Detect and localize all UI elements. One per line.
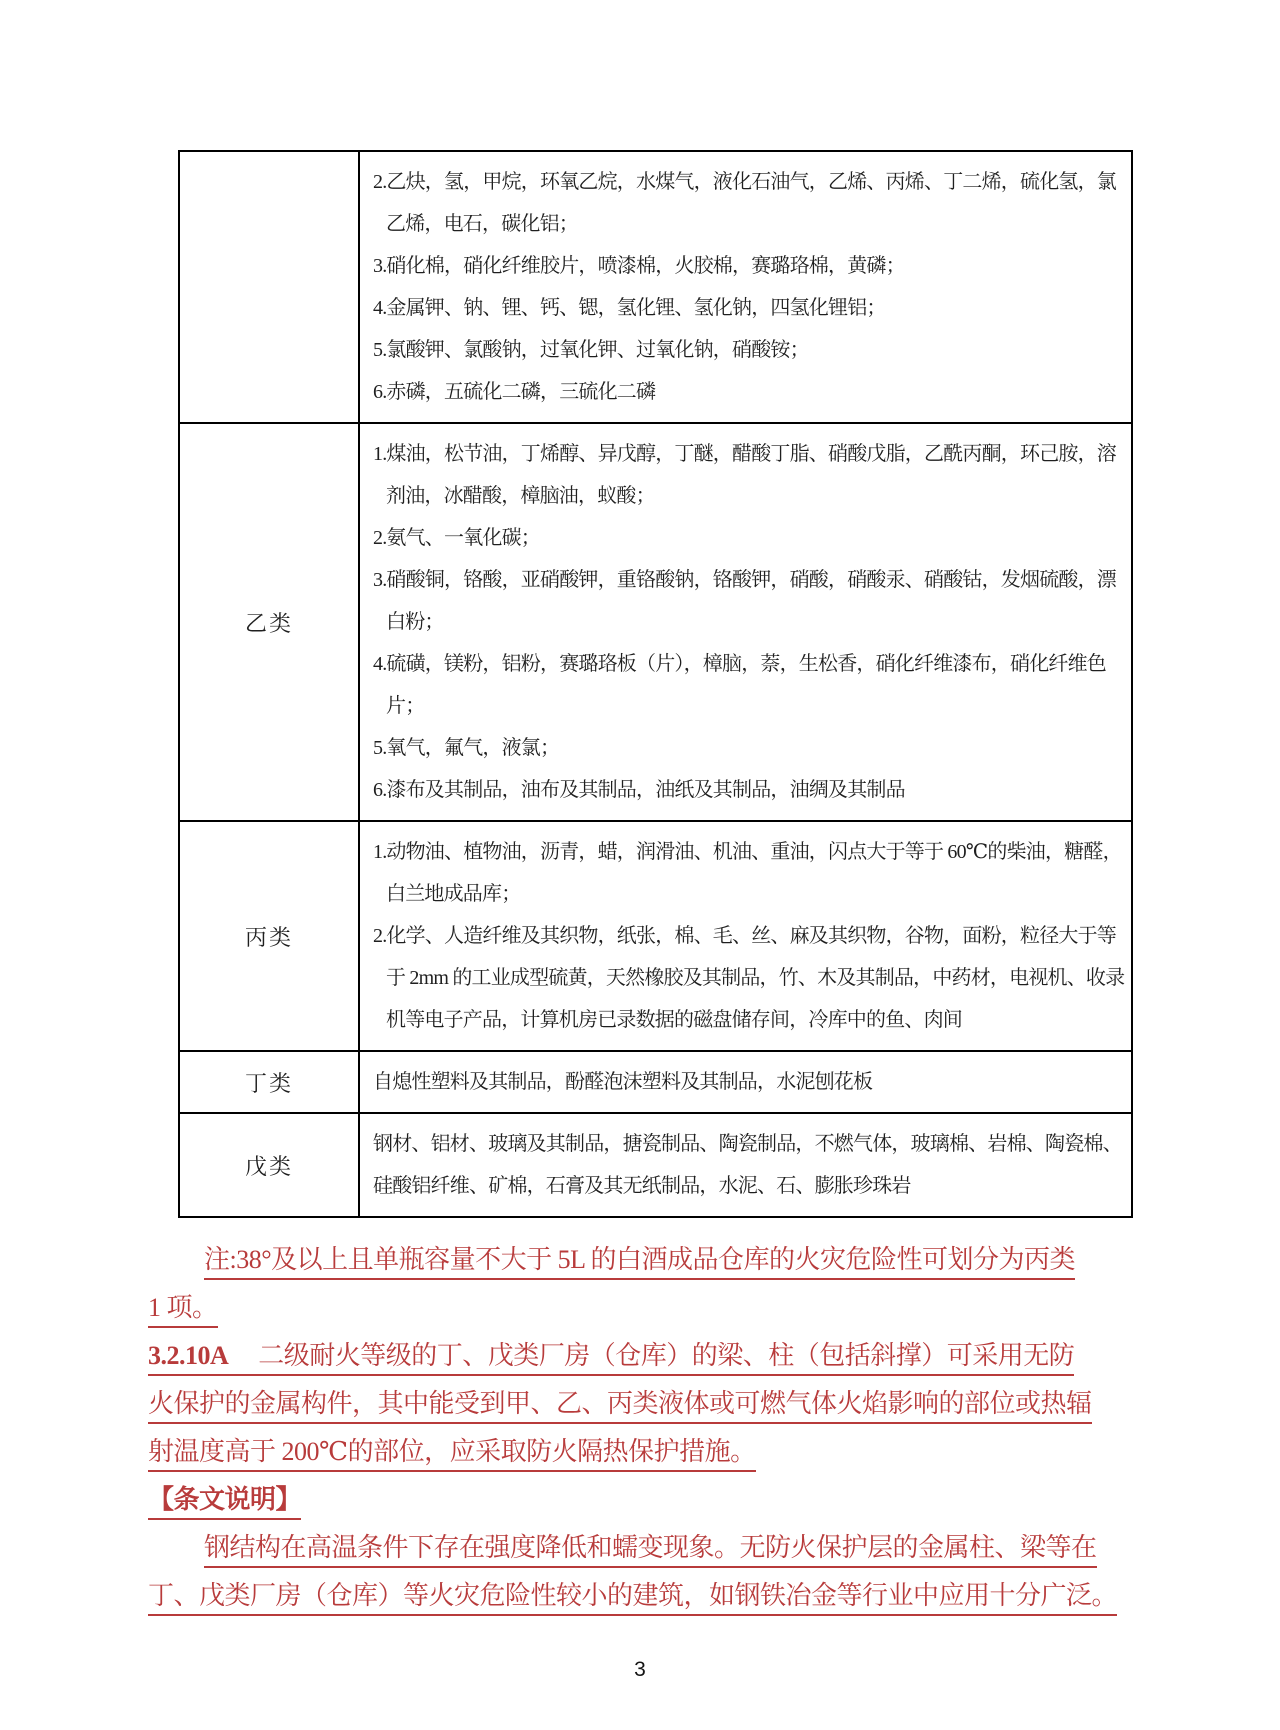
note-text: 丁、戊类厂房（仓库）等火灾危险性较小的建筑，如钢铁冶金等行业中应用十分广泛。 <box>148 1581 1117 1616</box>
cell-text-line: 于 2mm 的工业成型硫黄，天然橡胶及其制品，竹、木及其制品，中药材，电视机、收录 <box>386 967 1125 989</box>
cell-text-line: 机等电子产品，计算机房已录数据的磁盘储存间，冷库中的鱼、肉间 <box>386 1009 962 1031</box>
cell-text-line: 剂油，冰醋酸，樟脑油，蚁酸； <box>386 485 655 507</box>
table-row <box>180 1050 1131 1112</box>
category-items-cell <box>360 152 1131 422</box>
cell-text-line: 白兰地成品库； <box>386 883 521 905</box>
cell-text-line: 钢材、铝材、玻璃及其制品，搪瓷制品、陶瓷制品，不燃气体，玻璃棉、岩棉、陶瓷棉、 <box>373 1133 1122 1155</box>
note-line <box>148 1432 1134 1480</box>
cell-text-line: 自熄性塑料及其制品，酚醛泡沫塑料及其制品，水泥刨花板 <box>373 1071 873 1093</box>
cell-text-line: 1.煤油，松节油，丁烯醇、异戊醇，丁醚，醋酸丁脂、硝酸戊脂，乙酰丙酮，环己胺，溶 <box>373 443 1116 465</box>
note-text: 二级耐火等级的丁、戊类厂房（仓库）的梁、柱（包括斜撑）可采用无防 <box>258 1341 1075 1370</box>
cell-text-line: 3.硝酸铜，铬酸，亚硝酸钾，重铬酸钠，铬酸钾，硝酸，硝酸汞、硝酸钴，发烟硫酸，漂 <box>373 569 1116 591</box>
fire-hazard-table <box>178 150 1133 1218</box>
note-line <box>148 1288 1134 1336</box>
page-footer <box>0 1658 1280 1682</box>
cell-text-line: 2.氨气、一氧化碳； <box>373 527 540 549</box>
cell-text-line: 2.乙炔，氢，甲烷，环氧乙烷，水煤气，液化石油气，乙烯、丙烯、丁二烯，硫化氢，氯 <box>373 171 1116 193</box>
note-line <box>148 1528 1134 1576</box>
cell-text-line: 白粉； <box>386 611 444 633</box>
category-label: 丁类 <box>180 1052 360 1112</box>
cell-text-line: 乙烯，电石，碳化铝； <box>386 213 578 235</box>
cell-text-line: 4.硫磺，镁粉，铝粉，赛璐珞板（片），樟脑，萘，生松香，硝化纤维漆布，硝化纤维色 <box>373 653 1106 675</box>
cell-text-line: 5.氧气，氟气，液氯； <box>373 737 560 759</box>
cell-text-line: 硅酸铝纤维、矿棉，石膏及其无纸制品，水泥、石、膨胀珍珠岩 <box>373 1175 911 1197</box>
page-number: 3 <box>634 1658 646 1681</box>
cell-text-line: 4.金属钾、钠、锂、钙、锶，氢化锂、氢化钠，四氢化锂铝； <box>373 297 886 319</box>
annotation-notes <box>148 1240 1134 1624</box>
note-text: 【条文说明】 <box>148 1485 301 1520</box>
note-line <box>148 1384 1134 1432</box>
category-label: 戊类 <box>180 1114 360 1216</box>
cell-text-line: 2.化学、人造纤维及其织物，纸张，棉、毛、丝、麻及其织物，谷物，面粉，粒径大于等 <box>373 925 1116 947</box>
table-row <box>180 152 1131 422</box>
note-line <box>148 1480 1134 1528</box>
category-label: 乙类 <box>180 424 360 820</box>
cell-text-line: 1.动物油、植物油，沥青，蜡，润滑油、机油、重油，闪点大于等于 60℃的柴油，糖醛， <box>373 841 1122 863</box>
table-row <box>180 1112 1131 1216</box>
table-row <box>180 422 1131 820</box>
note-text: 注:38°及以上且单瓶容量不大于 5L 的白酒成品仓库的火灾危险性可划分为丙类 <box>204 1245 1075 1280</box>
cell-text-line: 3.硝化棉，硝化纤维胶片，喷漆棉，火胶棉，赛璐珞棉，黄磷； <box>373 255 905 277</box>
note-text: 1 项。 <box>148 1293 218 1328</box>
note-text: 火保护的金属构件，其中能受到甲、乙、丙类液体或可燃气体火焰影响的部位或热辐 <box>148 1389 1092 1424</box>
table-row <box>180 820 1131 1050</box>
category-items-cell <box>360 424 1131 820</box>
category-label: 丙类 <box>180 822 360 1050</box>
category-label <box>180 152 360 422</box>
note-line <box>148 1240 1134 1288</box>
category-items-cell <box>360 1052 1131 1112</box>
cell-text-line: 片； <box>386 695 425 717</box>
note-text: 钢结构在高温条件下存在强度降低和蠕变现象。无防火保护层的金属柱、梁等在 <box>204 1533 1097 1568</box>
category-items-cell <box>360 822 1131 1050</box>
cell-text-line: 5.氯酸钾、氯酸钠，过氧化钾、过氧化钠，硝酸铵； <box>373 339 809 361</box>
cell-text-line: 6.漆布及其制品，油布及其制品，油纸及其制品，油绸及其制品 <box>373 779 905 801</box>
cell-text-line: 6.赤磷，五硫化二磷，三硫化二磷 <box>373 381 656 403</box>
note-text: 射温度高于 200℃的部位，应采取防火隔热保护措施。 <box>148 1437 756 1472</box>
clause-number: 3.2.10A <box>148 1341 229 1370</box>
category-items-cell <box>360 1114 1131 1216</box>
note-line <box>148 1576 1134 1624</box>
note-line <box>148 1336 1134 1384</box>
